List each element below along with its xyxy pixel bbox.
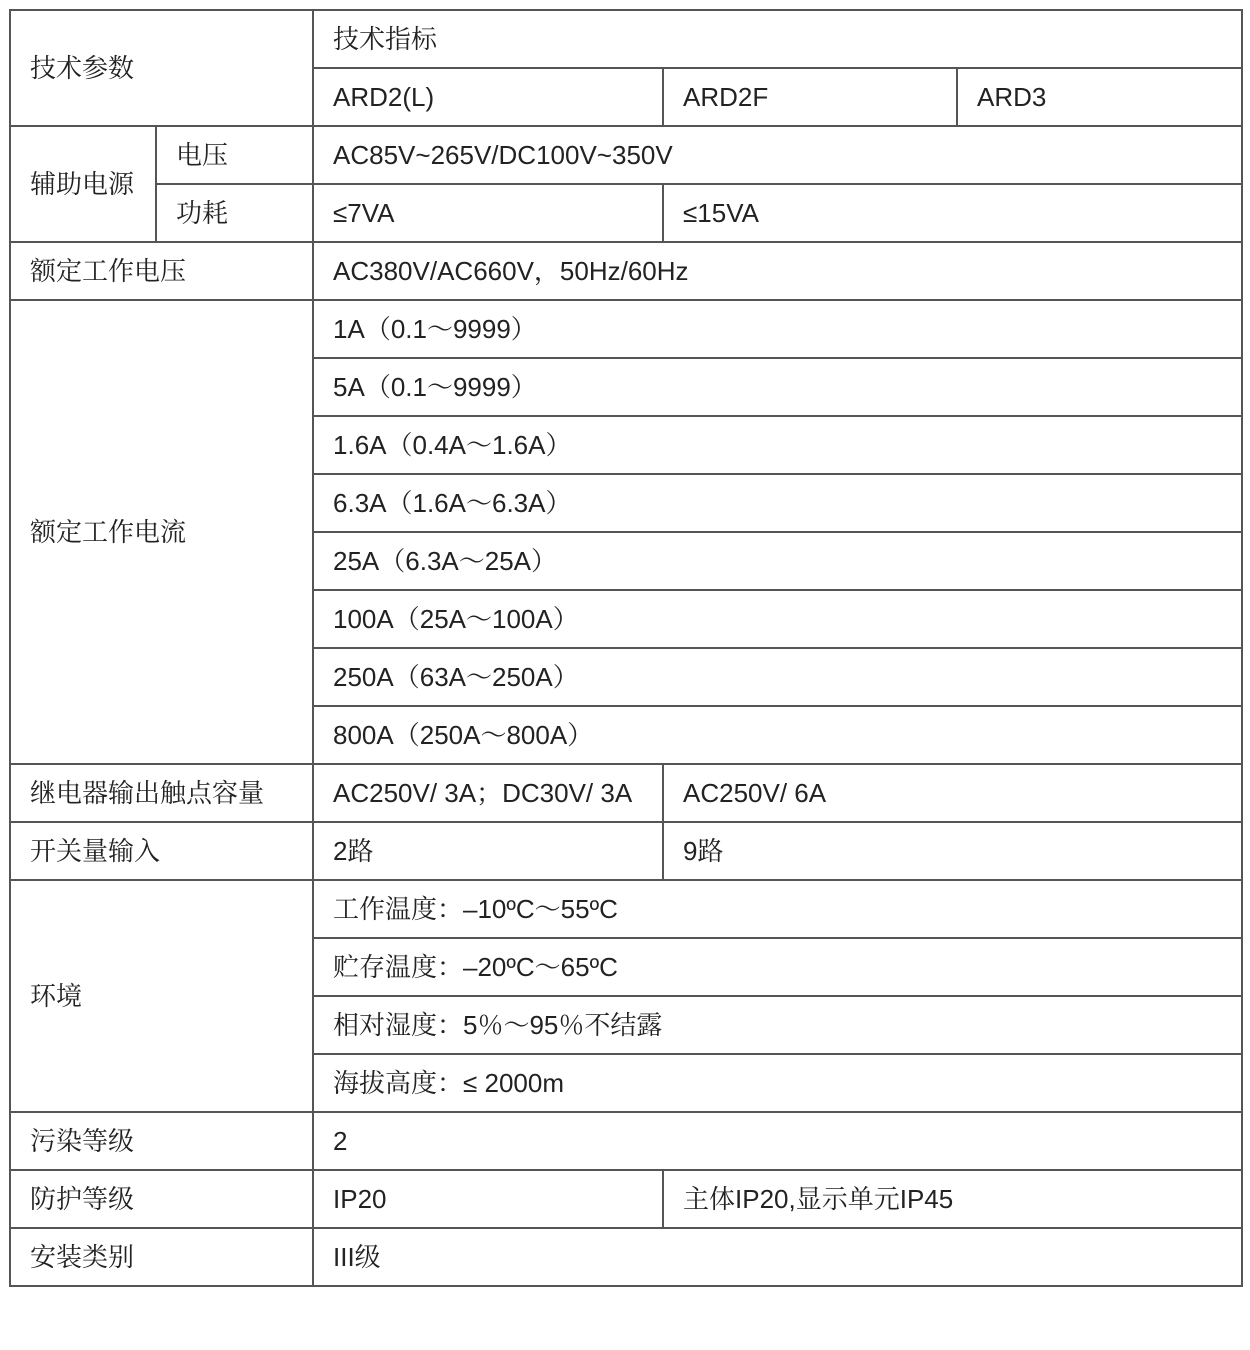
environment-value: 相对湿度：5％～95％不结露 (313, 996, 1242, 1054)
power-value-ard2l: ≤7VA (313, 184, 663, 242)
spec-table (9, 9, 1243, 1287)
table-row (10, 1170, 1242, 1228)
environment-value: 贮存温度：–20ºC～65ºC (313, 938, 1242, 996)
voltage-value: AC85V~265V/DC100V~350V (313, 126, 1242, 184)
install-label: 安装类别 (10, 1228, 313, 1286)
protection-value-ard2f-ard3: 主体IP20,显示单元IP45 (663, 1170, 1242, 1228)
rated-current-value: 1A（0.1～9999） (313, 300, 1242, 358)
rated-voltage-value: AC380V/AC660V，50Hz/60Hz (313, 242, 1242, 300)
voltage-label: 电压 (156, 126, 313, 184)
relay-value-ard2f-ard3: AC250V/ 6A (663, 764, 1242, 822)
rated-current-value: 100A（25A～100A） (313, 590, 1242, 648)
rated-current-value: 800A（250A～800A） (313, 706, 1242, 764)
relay-label: 继电器输出触点容量 (10, 764, 313, 822)
param-header: 技术参数 (10, 10, 313, 126)
relay-value-ard2l: AC250V/ 3A；DC30V/ 3A (313, 764, 663, 822)
power-label: 功耗 (156, 184, 313, 242)
index-header: 技术指标 (313, 10, 1242, 68)
switch-input-ard2l: 2路 (313, 822, 663, 880)
table-row (10, 10, 1242, 68)
table-row (10, 880, 1242, 938)
power-value-ard2f-ard3: ≤15VA (663, 184, 1242, 242)
switch-input-ard2f-ard3: 9路 (663, 822, 1242, 880)
protection-label: 防护等级 (10, 1170, 313, 1228)
table-row (10, 242, 1242, 300)
rated-current-value: 6.3A（1.6A～6.3A） (313, 474, 1242, 532)
switch-input-label: 开关量输入 (10, 822, 313, 880)
model-ard2l: ARD2(L) (313, 68, 663, 126)
table-row (10, 184, 1242, 242)
environment-value: 工作温度：–10ºC～55ºC (313, 880, 1242, 938)
rated-current-value: 25A（6.3A～25A） (313, 532, 1242, 590)
table-row (10, 764, 1242, 822)
rated-current-value: 1.6A（0.4A～1.6A） (313, 416, 1242, 474)
environment-label: 环境 (10, 880, 313, 1112)
environment-value: 海拔高度：≤ 2000m (313, 1054, 1242, 1112)
rated-current-label: 额定工作电流 (10, 300, 313, 764)
model-ard3: ARD3 (957, 68, 1242, 126)
protection-value-ard2l: IP20 (313, 1170, 663, 1228)
model-ard2f: ARD2F (663, 68, 957, 126)
pollution-label: 污染等级 (10, 1112, 313, 1170)
table-row (10, 126, 1242, 184)
rated-current-value: 250A（63A～250A） (313, 648, 1242, 706)
rated-voltage-label: 额定工作电压 (10, 242, 313, 300)
rated-current-value: 5A（0.1～9999） (313, 358, 1242, 416)
pollution-value: 2 (313, 1112, 1242, 1170)
table-row (10, 300, 1242, 358)
table-row (10, 822, 1242, 880)
aux-power-label: 辅助电源 (10, 126, 156, 242)
table-row (10, 1228, 1242, 1286)
table-row (10, 1112, 1242, 1170)
install-value: III级 (313, 1228, 1242, 1286)
